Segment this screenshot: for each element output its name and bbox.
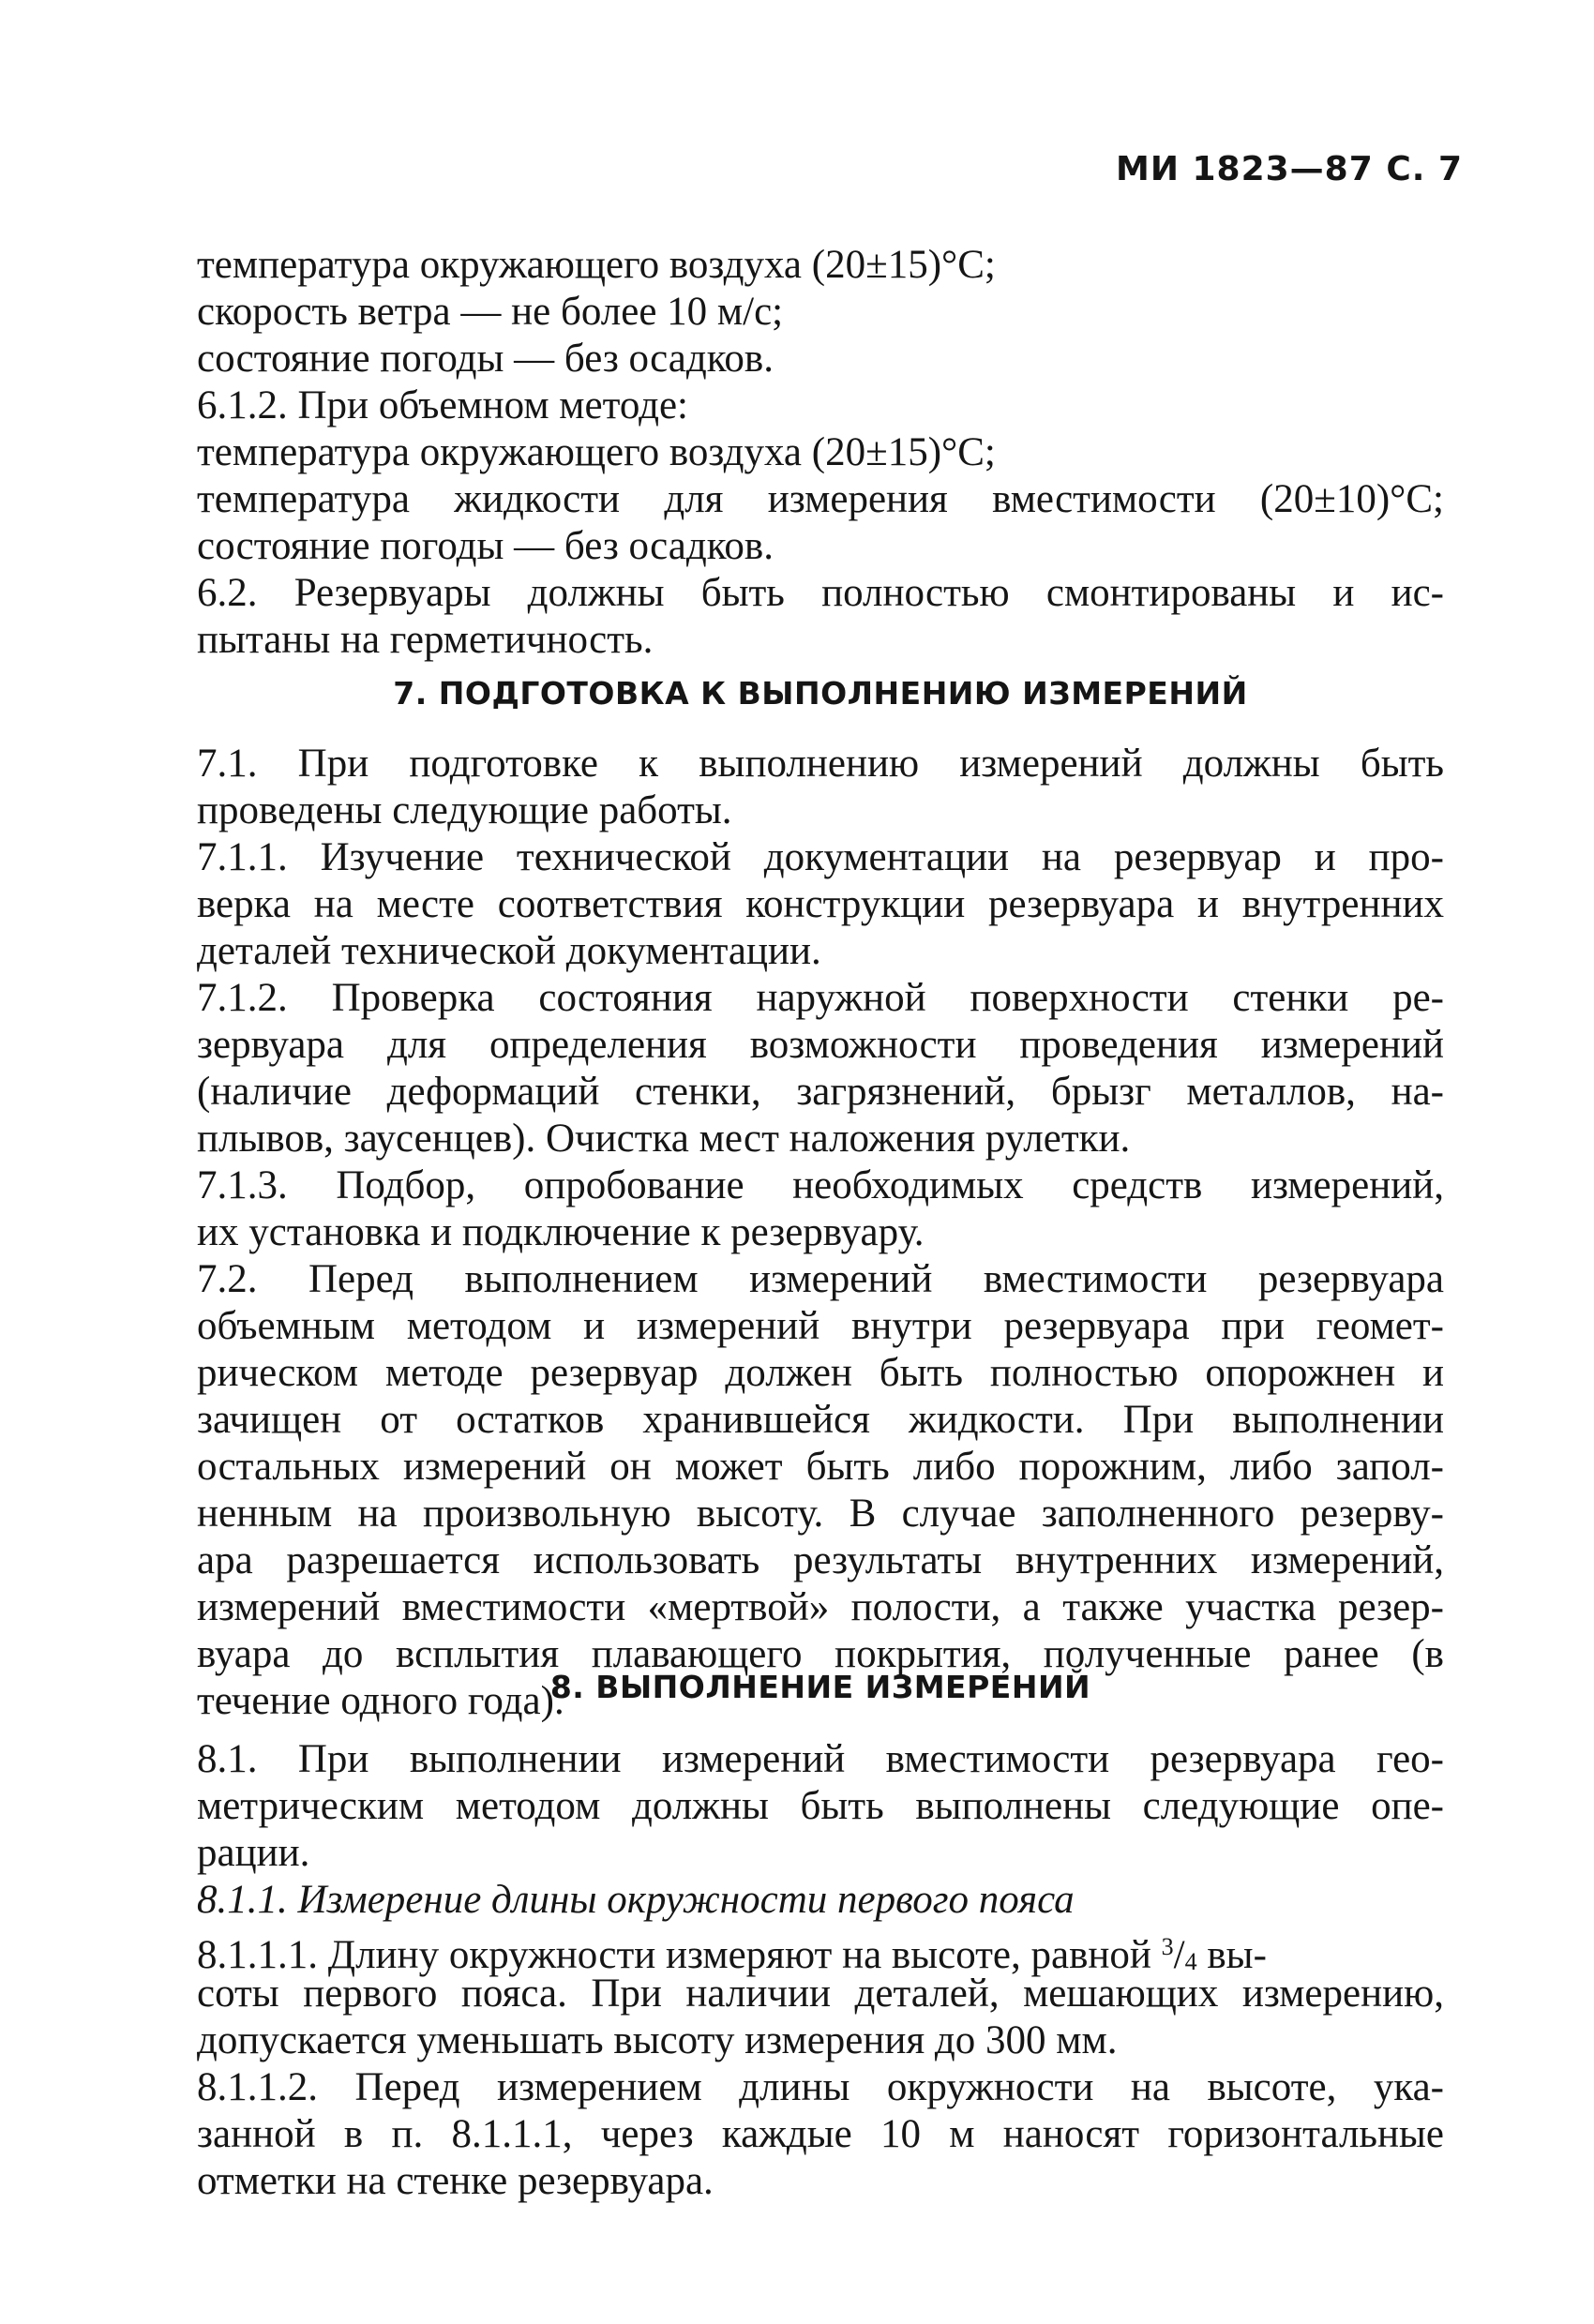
text-line: вуара до всплытия плавающего покрытия, полученные ранее (в [197,1632,1444,1676]
fraction-denominator: 4 [1184,1948,1197,1975]
section-7-heading: 7. ПОДГОТОВКА К ВЫПОЛНЕНИЮ ИЗМЕРЕНИЙ [393,675,1248,712]
text-line: остальных измерений он может быть либо порожним, либо запол- [197,1445,1444,1489]
clause-7-1-2: 7.1.2. Проверка состояния наружной поверхности стенки ре- [197,976,1444,1020]
text-line: соты первого пояса. При наличии деталей, мешающих измерению, [197,1972,1444,2016]
text-line: скорость ветра — не более 10 м/с; [197,290,784,334]
clause-8-1-1-subheading: 8.1.1. Измерение длины окружности первого пояса [197,1878,1075,1922]
text-line: метрическим методом должны быть выполнены следующие опе- [197,1784,1444,1828]
text-line: измерений вместимости «мертвой» полости, а также участка резер- [197,1585,1444,1629]
text-line: температура окружающего воздуха (20±15)°С; [197,430,996,474]
text-line: занной в п. 8.1.1.1, через каждые 10 м наносят горизонтальные [197,2112,1444,2156]
clause-8-1: 8.1. При выполнении измерений вместимости резервуара гео- [197,1737,1444,1781]
fraction-numerator: 3 [1161,1933,1174,1960]
section-8-body [197,1736,1444,2205]
running-header: МИ 1823—87 С. 7 [1116,150,1463,188]
clause-7-1-3: 7.1.3. Подбор, опробование необходимых средств измерений, [197,1163,1444,1207]
text-line: температура жидкости для измерения вместимости (20±10)°С; [197,477,1444,521]
text-line: их установка и подключение к резервуару. [197,1210,925,1254]
text-line: отметки на стенке резервуара. [197,2159,714,2203]
text-line: допускается уменьшать высоту измерения до 300 мм. [197,2018,1118,2062]
text-run: 8.1.1.1. Длину окружности измеряют на высоте, равной [197,1933,1162,1977]
text-line: пытаны на герметичность. [197,618,654,662]
text-line: состояние погоды — без осадков. [197,524,774,568]
clause-8-1-1-2: 8.1.1.2. Перед измерением длины окружности на высоте, ука- [197,2065,1444,2109]
text-line: проведены следующие работы. [197,788,732,832]
fraction-slash: / [1173,1933,1185,1977]
section-6-tail [197,242,1444,664]
section-7-body [197,741,1444,1725]
text-line: рации. [197,1831,310,1875]
text-line: ненным на произвольную высоту. В случае заполненного резерву- [197,1492,1444,1536]
text-line: деталей технической документации. [197,929,821,973]
clause-6-1-2: 6.1.2. При объемном методе: [197,383,688,427]
text-line: ара разрешается использовать результаты внутренних измерений, [197,1538,1444,1582]
clause-7-1-1: 7.1.1. Изучение технической документации на резервуар и про- [197,835,1444,879]
text-line: верка на месте соответствия конструкции резервуара и внутренних [197,882,1444,926]
text-line: (наличие деформаций стенки, загрязнений, брызг металлов, на- [197,1070,1444,1114]
text-line: зервуара для определения возможности проведения измерений [197,1023,1444,1067]
text-line: объемным методом и измерений внутри резервуара при геомет- [197,1304,1444,1348]
text-line: зачищен от остатков хранившейся жидкости. При выполнении [197,1398,1444,1442]
text-line: состояние погоды — без осадков. [197,337,774,381]
text-line: течение одного года). [197,1679,564,1723]
text-run: вы- [1196,1933,1267,1977]
clause-7-2: 7.2. Перед выполнением измерений вместимости резервуара [197,1257,1444,1301]
text-line: температура окружающего воздуха (20±15)°С; [197,243,996,287]
clause-7-1: 7.1. При подготовке к выполнению измерений должны быть [197,742,1444,786]
clause-8-1-1-1 [197,1924,1444,1977]
clause-6-2: 6.2. Резервуары должны быть полностью смонтированы и ис- [197,571,1444,615]
text-line: плывов, заусенцев). Очистка мест наложения рулетки. [197,1117,1131,1161]
text-line: рическом методе резервуар должен быть полностью опорожнен и [197,1351,1444,1395]
section-8-heading: 8. ВЫПОЛНЕНИЕ ИЗМЕРЕНИЙ [549,1669,1091,1705]
